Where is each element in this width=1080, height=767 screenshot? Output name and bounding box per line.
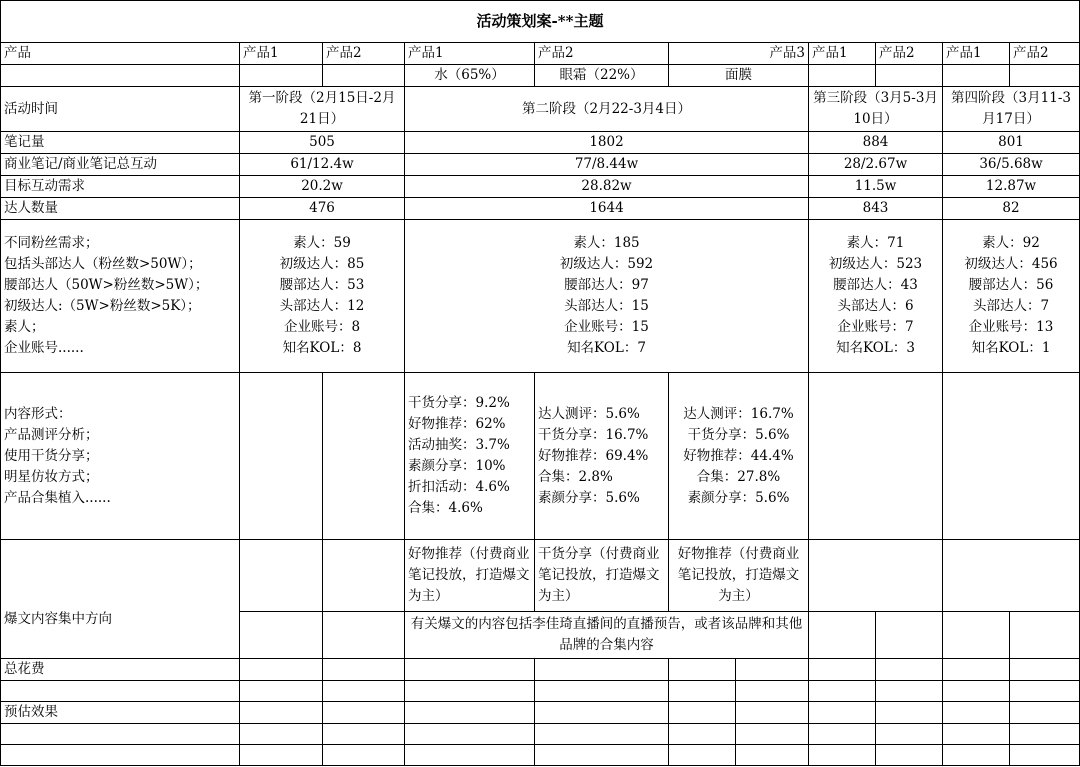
product-row xyxy=(1,43,1080,65)
stage4-target: 12.87w xyxy=(943,176,1080,198)
stage2-notes: 1802 xyxy=(405,132,809,154)
stage3-interaction: 28/2.67w xyxy=(809,154,943,176)
s2-product1-content: 干货分享：9.2% 好物推荐：62% 活动抽奖：3.7% 素颜分享：10% 折扣活动：4.6% 合集：4.6% xyxy=(405,373,535,540)
stage4-notes: 801 xyxy=(943,132,1080,154)
stage3-notes: 884 xyxy=(809,132,943,154)
stage2-kol-count: 1644 xyxy=(405,198,809,220)
stage2-time: 第二阶段（2月22-3月4日） xyxy=(405,87,809,132)
s2-product1-detail: 水（65%） xyxy=(405,65,535,87)
stage3-kol-count: 843 xyxy=(809,198,943,220)
cost-row xyxy=(1,659,1080,681)
stage1-time: 第一阶段（2月15日-2月21日） xyxy=(240,87,405,132)
stage3-time: 第三阶段（3月5-3月10日） xyxy=(809,87,943,132)
product-label: 产品 xyxy=(1,43,240,65)
sheet-title: 活动策划案-**主题 xyxy=(1,1,1080,43)
target-label: 目标互动需求 xyxy=(1,176,240,198)
stage1-kol-count: 476 xyxy=(240,198,405,220)
stage3-target: 11.5w xyxy=(809,176,943,198)
blank-row xyxy=(1,681,1080,702)
effect-row xyxy=(1,702,1080,724)
s4-product1: 产品1 xyxy=(943,43,1010,65)
stage4-time: 第四阶段（3月11-3月17日） xyxy=(943,87,1080,132)
stage2-interaction: 77/8.44w xyxy=(405,154,809,176)
blank-row xyxy=(1,745,1080,766)
stage3-fans: 素人：71 初级达人：523 腰部达人：43 头部达人：6 企业账号：7 知名KOL：3 xyxy=(809,220,943,373)
stage2-fans: 素人：185 初级达人：592 腰部达人：97 头部达人：15 企业账号：15 知名KOL：7 xyxy=(405,220,809,373)
s2-product3-viral: 好物推荐（付费商业笔记投放，打造爆文为主） xyxy=(669,540,809,612)
s2-product3-detail: 面膜 xyxy=(669,65,809,87)
s2-product1: 产品1 xyxy=(405,43,535,65)
stage1-interaction: 61/12.4w xyxy=(240,154,405,176)
s2-product3: 产品3 xyxy=(669,43,809,65)
fans-row xyxy=(1,220,1080,373)
interaction-row xyxy=(1,154,1080,176)
time-label: 活动时间 xyxy=(1,87,240,132)
s3-product2: 产品2 xyxy=(876,43,943,65)
target-row xyxy=(1,176,1080,198)
s2-product2-viral: 干货分享（付费商业笔记投放，打造爆文为主） xyxy=(535,540,669,612)
s2-product1-viral: 好物推荐（付费商业笔记投放，打造爆文为主） xyxy=(405,540,535,612)
effect-label: 预估效果 xyxy=(1,702,240,724)
stage1-notes: 505 xyxy=(240,132,405,154)
stage1-fans: 素人：59 初级达人：85 腰部达人：53 头部达人：12 企业账号：8 知名KOL：8 xyxy=(240,220,405,373)
blank-row xyxy=(1,724,1080,745)
cost-label: 总花费 xyxy=(1,659,240,681)
kol-count-row xyxy=(1,198,1080,220)
time-row xyxy=(1,87,1080,132)
fans-label: 不同粉丝需求； 包括头部达人（粉丝数>50W）； 腰部达人（50W>粉丝数>5W）； 初级达人:（5W>粉丝数>5K）； 素人； 企业账号...... xyxy=(1,220,240,373)
stage4-interaction: 36/5.68w xyxy=(943,154,1080,176)
s4-product2: 产品2 xyxy=(1010,43,1080,65)
viral-row xyxy=(1,540,1080,612)
s1-product2: 产品2 xyxy=(323,43,405,65)
viral-label: 爆文内容集中方向 xyxy=(1,540,240,659)
interaction-label: 商业笔记/商业笔记总互动 xyxy=(1,154,240,176)
kol-count-label: 达人数量 xyxy=(1,198,240,220)
s3-product1: 产品1 xyxy=(809,43,876,65)
s1-product1: 产品1 xyxy=(240,43,323,65)
content-row xyxy=(1,373,1080,540)
notes-label: 笔记量 xyxy=(1,132,240,154)
notes-row xyxy=(1,132,1080,154)
s2-product2: 产品2 xyxy=(535,43,669,65)
s2-product2-detail: 眼霜（22%） xyxy=(535,65,669,87)
product-detail-row xyxy=(1,65,1080,87)
s2-product3-content: 达人测评：16.7% 干货分享：5.6% 好物推荐：44.4% 合集：27.8% 素颜分享：5.6% xyxy=(669,373,809,540)
viral-note: 有关爆文的内容包括李佳琦直播间的直播预告，或者该品牌和其他品牌的合集内容 xyxy=(405,612,809,659)
stage1-target: 20.2w xyxy=(240,176,405,198)
content-label: 内容形式： 产品测评分析； 使用干货分享； 明星仿妆方式； 产品合集植入...... xyxy=(1,373,240,540)
s2-product2-content: 达人测评：5.6% 干货分享：16.7% 好物推荐：69.4% 合集：2.8% 素颜分享：5.6% xyxy=(535,373,669,540)
stage2-target: 28.82w xyxy=(405,176,809,198)
stage4-kol-count: 82 xyxy=(943,198,1080,220)
stage4-fans: 素人：92 初级达人：456 腰部达人：56 头部达人：7 企业账号：13 知名KOL：1 xyxy=(943,220,1080,373)
